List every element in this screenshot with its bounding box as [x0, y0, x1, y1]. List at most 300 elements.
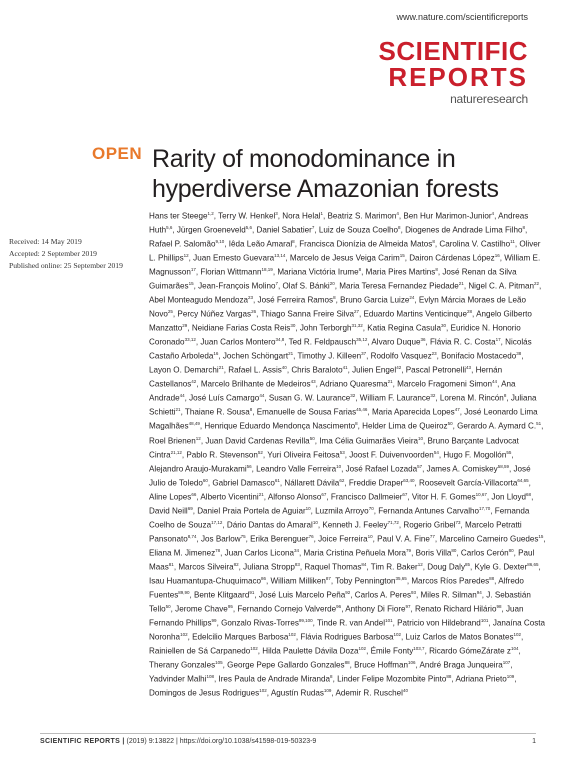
author-name[interactable]: Toby Pennington — [335, 576, 396, 586]
author-affiliation-sup: 67 — [402, 491, 408, 497]
author-name[interactable]: Fernando Cornejo Valverde — [237, 604, 337, 614]
author-name[interactable]: Carolina V. Castilho — [439, 239, 511, 249]
author-affiliation-sup: 21 — [258, 491, 264, 497]
author-affiliation-sup: 21 — [218, 365, 224, 371]
author-affiliation-sup: 1 — [320, 211, 324, 216]
author-affiliation-sup: 76 — [308, 533, 314, 539]
author-name[interactable]: Paul Maas — [149, 548, 535, 572]
author-affiliation-sup: 33,12 — [184, 337, 196, 343]
author-name[interactable]: Yadvinder Malhi — [149, 674, 207, 684]
author-affiliation-sup: 44 — [259, 393, 265, 399]
author-name[interactable]: Raquel Thomas — [304, 562, 362, 572]
author-name[interactable]: Maria Pires Martins — [365, 267, 436, 277]
author-name[interactable]: Juliana Stropp — [243, 562, 295, 572]
author-affiliation-sup: 77 — [429, 533, 435, 539]
author-name[interactable]: Bonifacio Mostacedo — [441, 352, 517, 361]
author-affiliation-sup: 60 — [202, 477, 208, 483]
author-name[interactable]: Rodolfo Vasquez — [370, 352, 432, 361]
author-affiliation-sup: 8 — [358, 267, 362, 273]
author-affiliation-sup: 97 — [405, 603, 411, 609]
author-affiliation-sup: 78 — [215, 547, 221, 553]
author-affiliation-sup: 32 — [430, 393, 436, 399]
author-affiliation-sup: 24 — [409, 295, 415, 301]
author-name[interactable]: Maria Aparecida Lopes — [371, 408, 455, 418]
author-affiliation-sup: 62 — [339, 477, 345, 483]
author-name[interactable]: Roel Brienen — [149, 436, 196, 446]
author-name[interactable]: Timothy J. Killeen — [297, 352, 362, 361]
author-affiliation-sup: 34 — [293, 547, 299, 553]
author-name[interactable]: Jerome Chave — [175, 604, 228, 614]
author-name[interactable]: Alfonso Alonso — [267, 492, 322, 502]
author-affiliation-sup: 12 — [417, 561, 423, 567]
author-name[interactable]: Henrique Eduardo Mendonça Nascimento — [204, 422, 356, 432]
author-affiliation-sup: 86,65 — [527, 561, 539, 567]
author-name[interactable]: Marcelo Fragomeni Simon — [397, 380, 493, 390]
author-affiliation-sup: 47 — [454, 407, 460, 413]
author-name[interactable]: Erika Berenguer — [250, 534, 309, 544]
author-affiliation-sup: 99 — [211, 617, 217, 623]
author-affiliation-sup: 10 — [312, 519, 318, 525]
published-date: Published online: 25 September 2019 — [9, 261, 123, 270]
author-affiliation-sup: 71,72 — [387, 519, 399, 525]
author-name[interactable]: Lorena M. Rincón — [439, 394, 504, 404]
author-affiliation-sup: 103,7 — [413, 645, 425, 651]
author-affiliation-sup: 43 — [466, 365, 472, 371]
author-affiliation-sup: 8 — [398, 225, 401, 231]
author-name[interactable]: Hugo F. Mogollón — [443, 450, 507, 460]
author-affiliation-sup: 15 — [188, 281, 194, 287]
author-name[interactable]: Janaína Costa Noronha — [149, 618, 546, 642]
author-name[interactable]: David Neill — [149, 506, 188, 516]
author-affiliation-sup: 15 — [538, 533, 544, 539]
author-name[interactable]: Daniel Sabatier — [256, 225, 312, 235]
author-affiliation-sup: 17 — [495, 337, 501, 343]
author-name[interactable]: William F. Laurance — [359, 394, 431, 404]
author-affiliation-sup: 69 — [187, 505, 193, 511]
author-affiliation-sup: 21 — [387, 379, 393, 385]
author-name[interactable]: Dário Dantas do Amaral — [226, 520, 313, 530]
author-name[interactable]: Juan Fernando Phillips — [149, 604, 524, 628]
author-name[interactable]: William Milliken — [270, 576, 326, 586]
author-affiliation-sup: 51 — [536, 421, 542, 427]
author-name[interactable]: Marcos Silveira — [178, 562, 234, 572]
author-affiliation-sup: 50 — [165, 603, 171, 609]
author-name[interactable]: Joice Ferreira — [318, 534, 368, 544]
author-name[interactable]: Flávia Rodrigues Barbosa — [300, 632, 394, 642]
author-name[interactable]: José Ferreira Ramos — [257, 295, 334, 305]
author-affiliation-sup: 53 — [339, 449, 345, 455]
author-name[interactable]: Hernán Castellanos — [149, 366, 503, 390]
author-name[interactable]: Luiz Carlos de Matos Bonates — [405, 632, 514, 642]
author-name[interactable]: Roosevelt García-Villacorta — [419, 478, 518, 488]
author-affiliation-sup: 23 — [431, 351, 437, 357]
author-affiliation-sup: 88 — [489, 575, 495, 581]
author-affiliation-sup: 10 — [367, 533, 373, 539]
author-name[interactable]: Ted R. Feldpausch — [288, 337, 357, 347]
author-affiliation-sup: 36 — [420, 337, 426, 343]
author-affiliation-sup: 80 — [451, 547, 457, 553]
author-affiliation-sup: 57 — [417, 463, 423, 469]
author-name[interactable]: Alejandro Araujo-Murakami — [149, 464, 247, 474]
author-name[interactable]: Rafael L. Assis — [228, 366, 282, 376]
author-affiliation-sup: 5,6 — [245, 225, 252, 231]
author-name[interactable]: Tinde R. van Andel — [317, 618, 386, 628]
author-affiliation-sup: 102 — [180, 631, 188, 637]
author-name[interactable]: Marcos Ríos Paredes — [411, 576, 490, 586]
author-affiliation-sup: 50 — [309, 435, 315, 441]
author-name[interactable]: Flávia R. C. Costa — [429, 337, 496, 347]
author-name[interactable]: Yuri Oliveira Feitosa — [267, 450, 340, 460]
author-affiliation-sup: 7 — [275, 281, 278, 287]
author-affiliation-sup: 4 — [491, 211, 495, 216]
author-name[interactable]: Jochen Schöngart — [222, 352, 289, 361]
author-name[interactable]: Vitor H. F. Gomes — [411, 492, 476, 502]
author-name[interactable]: Kenneth J. Feeley — [322, 520, 388, 530]
author-name[interactable]: Helder Lima de Queiroz — [362, 422, 448, 432]
author-affiliation-sup: 31,32 — [351, 323, 363, 329]
author-name[interactable]: Ricardo GómeZárate z — [429, 646, 511, 656]
author-affiliation-sup: 9,10 — [215, 239, 225, 245]
author-name[interactable]: Pablo R. Stevenson — [186, 450, 258, 460]
page-number: 1 — [532, 738, 536, 745]
author-name[interactable]: Iêda Leão Amaral — [228, 239, 293, 249]
author-affiliation-sup: 8 — [249, 407, 253, 413]
author-name[interactable]: Carlos Cerón — [460, 548, 509, 558]
author-name[interactable]: Jon Lloyd — [491, 492, 527, 502]
author-name[interactable]: Rafael P. Salomão — [149, 239, 216, 249]
author-name[interactable]: Maria Cristina Peñuela Mora — [303, 548, 407, 558]
author-name[interactable]: Katia Regina Casula — [367, 323, 442, 333]
author-name[interactable]: Hans ter Steege — [149, 211, 208, 221]
author-name[interactable]: Leandro Valle Ferreira — [256, 464, 337, 474]
author-affiliation-sup: 102 — [288, 631, 296, 637]
author-name[interactable]: Juan Carlos Montero — [200, 337, 276, 347]
author-name[interactable]: Abel Monteagudo Mendoza — [149, 295, 248, 305]
author-affiliation-sup: 54 — [433, 449, 439, 455]
author-name[interactable]: Bruce Hoffman — [354, 660, 408, 670]
author-name[interactable]: Alberto Vicentini — [200, 492, 259, 502]
author-name[interactable]: José Leonardo Lima Magalhães — [149, 408, 538, 432]
author-affiliation-sup: 102 — [259, 688, 267, 694]
author-affiliation-sup: 64,65 — [517, 477, 529, 483]
author-affiliation-sup: 3 — [275, 211, 278, 216]
footer-journal: SCIENTIFIC REPORTS | — [40, 738, 125, 745]
author-affiliation-sup: 88 — [344, 660, 350, 665]
author-affiliation-sup: 56 — [246, 463, 252, 469]
author-name[interactable]: J. Sebastián Tello — [149, 590, 531, 614]
author-affiliation-sup: 45,46 — [356, 407, 368, 413]
author-name[interactable]: Ires Paula de Andrade Miranda — [218, 674, 331, 684]
author-affiliation-sup: 101 — [480, 617, 489, 623]
author-affiliation-sup: 4 — [396, 211, 399, 216]
author-name[interactable]: Therany Gonzales — [149, 660, 216, 670]
author-affiliation-sup: 37 — [361, 351, 367, 357]
author-affiliation-sup: 102 — [393, 631, 402, 637]
author-affiliation-sup: 10 — [305, 505, 311, 511]
author-name[interactable]: André Braga Junqueira — [419, 660, 503, 670]
author-name[interactable]: Percy Núñez Vargas — [177, 309, 252, 319]
author-affiliation-sup: 38 — [516, 351, 522, 357]
article-dates — [9, 236, 149, 272]
author-affiliation-sup: 82 — [233, 561, 239, 567]
author-name[interactable]: José Luís Camargo — [189, 394, 260, 404]
author-name[interactable]: Jürgen Groeneveld — [176, 225, 246, 235]
brand-line-2: REPORTS — [388, 62, 528, 92]
author-name[interactable]: Beatriz S. Marimon — [327, 211, 397, 221]
author-affiliation-sup: 50 — [447, 421, 453, 427]
author-name[interactable]: Bruno Barçante Ladvocat Cintra — [149, 436, 519, 460]
author-affiliation-sup: 101 — [385, 617, 393, 623]
author-name[interactable]: Bente Klitgaard — [194, 590, 250, 600]
author-name[interactable]: Chris Baraloto — [291, 366, 343, 376]
author-name[interactable]: Oliver L. Phillips — [149, 239, 541, 263]
author-name[interactable]: Gonzalo Rivas-Torres — [221, 618, 299, 628]
author-affiliation-sup: 79 — [406, 547, 412, 553]
author-name[interactable]: Renato Richard Hilário — [415, 604, 497, 614]
author-name[interactable]: Layon O. Demarchi — [149, 366, 219, 376]
author-affiliation-sup: 83 — [294, 561, 300, 567]
author-name[interactable]: Gerardo A. Aymard C. — [457, 422, 537, 432]
author-affiliation-sup: 28 — [467, 309, 473, 315]
author-affiliation-sup: 48,49 — [188, 421, 200, 427]
author-affiliation-sup: 12 — [183, 253, 189, 259]
author-name[interactable]: Fernanda Coelho de Souza — [149, 506, 530, 530]
author-name[interactable]: George Pepe Gallardo Gonzales — [227, 660, 345, 670]
author-name[interactable]: Rainiellen de Sá Carpanedo — [149, 646, 251, 656]
author-affiliation-sup: 8 — [333, 295, 336, 301]
author-affiliation-sup: 8 — [330, 674, 333, 680]
author-affiliation-sup: 80 — [508, 547, 514, 553]
footer-citation[interactable]: (2019) 9:13822 | https://doi.org/10.1038/s41598-019-50323-9 — [126, 738, 317, 745]
author-name[interactable]: Edelcilio Marques Barbosa — [192, 632, 289, 642]
author-affiliation-sup: 84 — [361, 561, 367, 567]
author-name[interactable]: Eliana M. Jimenez — [149, 548, 216, 558]
author-name[interactable]: Isau Huamantupa-Chuquimaco — [149, 576, 262, 586]
author-name[interactable]: Maria Teresa Fernandez Piedade — [339, 281, 459, 291]
author-name[interactable]: Domingos de Jesus Rodrigues — [149, 688, 260, 698]
author-name[interactable]: Daniel Praia Portela de Aguiar — [197, 506, 306, 516]
author-name[interactable]: Alvaro Duque — [371, 337, 421, 347]
author-list: Hans ter Steege$^{1,2}$, Terry W. Henkel$^3$, Nora Helal$^1$, Beatriz S. Marimon$^4$, Ben Hur Marimon-Junior$^4$, Andreas Huth$^{5,6}$, Jürgen Groeneveld$^{5,6}$, Daniel Sabatier$^7$, Luiz de Souza Coelho$^8$, Diogenes de Andrade Lima Filho$^8$, Rafael P. Salomão$^{9,10}$, Iêda Leão Amaral$^8$, Francisca Dionízia de Almeida Matos$^8$, Carolina V. Castilho$^{11}$, Oliver L. Phillips$^{12}$, Juan Ernesto Guevara$^{13,14}$, Marcelo de Jesus Veiga Carim$^{15}$, Dairon Cárdenas López$^{16}$, William E. Magnusson$^{17}$, Florian Wittmann$^{18,19}$, Mariana Victória Irume$^8$, Maria Pires Martins$^8$, José Renan da Silva Guimarães$^{15}$, Jean-François Molino$^7$, Olaf S. Bánki$^{20}$, Maria Teresa Fernandez Piedade$^{21}$, Nigel C. A. Pitman$^{22}$, Abel Monteagudo Mendoza$^{23}$, José Ferreira Ramos$^8$, Bruno Garcia Luize$^{24}$, Evlyn Márcia Moraes de Leão Novo$^{25}$, Percy Núñez Vargas$^{26}$, Thiago Sanna Freire Silva$^{27}$, Eduardo Martins Venticinque$^{28}$, Angelo Gilberto Manzatto$^{29}$, Neidiane Farias Costa Reis$^{30}$, John Terborgh$^{31,32}$, Katia Regina Casula$^{30}$, Euridice N. Honorio Coronado$^{33,12}$, Juan Carlos Montero$^{34,8}$, Ted R. Feldpausch$^{35,12}$, Alvaro Duque$^{36}$, Flávia R. C. Costa$^{17}$, Nicolás Castaño Arboleda$^{16}$, Jochen Schöngart$^{21}$, Timothy J. Killeen$^{37}$, Rodolfo Vasquez$^{23}$, Bonifacio Mostacedo$^{38}$, Layon O. Demarchi$^{21}$, Rafael L. Assis$^{40}$, Chris Baraloto$^{41}$, Julien Engel$^{42}$, Pascal Petronelli$^{43}$, Hernán Castellanos$^{42}$, Marcelo Brilhante de Medeiros$^{43}$, Adriano Quaresma$^{21}$, Marcelo Fragomeni Simon$^{44}$, Ana Andrade$^{44}$, José Luís Camargo$^{44}$, Susan G. W. Laurance$^{32}$, William F. Laurance$^{32}$, Lorena M. Rincón$^8$, Juliana Schietti$^{21}$, Thaiane R. Sousa$^8$, Emanuelle de Sousa Farias$^{45,46}$, Maria Aparecida Lopes$^{47}$, José Leonardo Lima Magalhães$^{48,49}$, Henrique Eduardo Mendonça Nascimento$^8$, Helder Lima de Queiroz$^{50}$, Gerardo A. Aymard C.$^{51}$, Roel Brienen$^{12}$, Juan David Cardenas Revilla$^{50}$, Ima Célia Guimarães Vieira$^{10}$, Bruno Barçante Ladvocat Cintra$^{21,12}$, Pablo R. Stevenson$^{52}$, Yuri Oliveira Feitosa$^{53}$, Joost F. Duivenvoorden$^{54}$, Hugo F. Mogollón$^{55}$, Alejandro Araujo-Murakami$^{56}$, Leandro Valle Ferreira$^{10}$, José Rafael Lozada$^{57}$, James A. Comiskey$^{58,59}$, José Julio de Toledo$^{60}$, Gabriel Damasco$^{61}$, Nállarett Dávila$^{62}$, Freddie Draper$^{63,40}$, Roosevelt García-Villacorta$^{64,65}$, Aline Lopes$^{66}$, Alberto Vicentini$^{21}$, Alfonso Alonso$^{67}$, Francisco Dallmeier$^{67}$, Vitor H. F. Gomes$^{10,67}$, Jon Lloyd$^{68}$, David Neill$^{69}$, Daniel Praia Portela de Aguiar$^{10}$, Luzmila Arroyo$^{70}$, Fernanda Antunes Carvalho$^{17,70}$, Fernanda Coelho de Souza$^{17,12}$, Dário Dantas do Amaral$^{10}$, Kenneth J. Feeley$^{71,72}$, Rogerio Gribel$^{73}$, Marcelo Petratti Pansonato$^{8,74}$, Jos Barlow$^{75}$, Erika Berenguer$^{76}$, Joice Ferreira$^{10}$, Paul V. A. Fine$^{77}$, Marcelino Carneiro Guedes$^{15}$, Eliana M. Jimenez$^{78}$, Juan Carlos Licona$^{34}$, Maria Cristina Peñuela Mora$^{79}$, Boris Villa$^{80}$, Carlos Cerón$^{80}$, Paul Maas$^{81}$, Marcos Silveira$^{82}$, Juliana Stropp$^{83}$, Raquel Thomas$^{84}$, Tim R. Baker$^{12}$, Doug Daly$^{85}$, Kyle G. Dexter$^{86,65}$, Isau Huamantupa-Chuquimaco$^{86}$, William Milliken$^{87}$, Toby Pennington$^{35,65}$, Marcos Ríos Paredes$^{88}$, Alfredo Fuentes$^{89,90}$, Bente Klitgaard$^{91}$, José Luis Marcelo Peña$^{92}$, Carlos A. Peres$^{93}$, Miles R. Silman$^{94}$, J. Sebastián Tello$^{50}$, Jerome Chave$^{95}$, Fernando Cornejo Valverde$^{96}$, Anthony Di Fiore$^{97}$, Renato Richard Hilário$^{98}$, Juan Fernando Phillips$^{99}$, Gonzalo Rivas-Torres$^{99,100}$, Tinde R. van Andel$^{101}$, Patricio von Hildebrand$^{101}$, Janaína Costa Noronha$^{102}$, Edelcilio Marques Barbosa$^{102}$, Flávia Rodrigues Barbosa$^{102}$, Luiz Carlos de Matos Bonates$^{102}$, Rainiellen de Sá Carpanedo$^{102}$, Hilda Paulette Dávila Doza$^{102}$, Émile Fonty$^{103,7}$, Ricardo GómeZárate $z^{104}$, Therany Gonzales$^{105}$, George Pepe Gallardo Gonzales$^{88}$, Bruce Hoffman$^{106}$, André Braga Junqueira$^{107}$, Yadvinder Malhi$^{108}$, Ires Paula de Andrade Miranda$^8$, Linder Felipe Mozombite Pinto$^{88}$, Adriana Prieto$^{109}$, Domingos de Jesus Rodrigues$^{102}$, Agustín Rudas$^{109}$, Ademir R. Ruschel$^{40}$ — [149, 211, 546, 698]
author-affiliation-sup: 95 — [227, 603, 233, 609]
author-affiliation-sup: 107 — [502, 660, 511, 665]
author-affiliation-sup: 17,12 — [211, 519, 223, 525]
author-name[interactable]: Nigel C. A. Pitman — [468, 281, 534, 291]
author-name[interactable]: Francisco Dallmeier — [330, 492, 403, 502]
author-affiliation-sup: 44 — [492, 379, 498, 385]
author-name[interactable]: Marcelino Carneiro Guedes — [439, 534, 539, 544]
author-affiliation-sup: 58,59 — [497, 463, 509, 469]
author-affiliation-sup: 5,6 — [166, 225, 173, 231]
author-name[interactable]: Eduardo Martins Venticinque — [363, 309, 468, 319]
author-affiliation-sup: 8 — [432, 239, 435, 245]
author-name[interactable]: Jos Barlow — [200, 534, 241, 544]
journal-url[interactable]: www.nature.com/scientificreports — [396, 12, 528, 22]
author-affiliation-sup: 42 — [191, 379, 197, 385]
author-name[interactable]: Marcelo Petratti Pansonato — [149, 520, 522, 544]
author-name[interactable]: Ben Hur Marimon-Junior — [403, 211, 492, 221]
author-name[interactable]: Tim R. Baker — [370, 562, 418, 572]
author-name[interactable]: James A. Comiskey — [426, 464, 498, 474]
author-name[interactable]: Emanuelle de Sousa Farias — [256, 408, 357, 418]
author-name[interactable]: Nállarett Dávila — [284, 478, 340, 488]
author-affiliation-sup: 16 — [494, 253, 500, 259]
author-affiliation-sup: 25 — [167, 309, 173, 315]
author-affiliation-sup: 99,100 — [298, 617, 313, 623]
author-name[interactable]: Ana Andrade — [149, 380, 516, 404]
author-name[interactable]: Freddie Draper — [348, 478, 404, 488]
author-name[interactable]: Thaiane R. Sousa — [184, 408, 250, 418]
open-access-label: OPEN — [92, 144, 143, 163]
author-name[interactable]: Florian Wittmann — [200, 267, 262, 277]
author-name[interactable]: William E. Magnusson — [149, 253, 541, 277]
author-affiliation-sup: 11 — [510, 239, 515, 245]
author-name[interactable]: Luzmila Arroyo — [315, 506, 369, 516]
author-affiliation-sup: 104 — [510, 645, 519, 651]
author-name[interactable]: Paul V. A. Fine — [377, 534, 430, 544]
author-name[interactable]: José Rafael Lozada — [345, 464, 418, 474]
author-name[interactable]: Fernanda Antunes Carvalho — [378, 506, 479, 516]
author-affiliation-sup: 43 — [310, 379, 316, 385]
author-name[interactable]: Luiz de Souza Coelho — [318, 225, 399, 235]
author-affiliation-sup: 93 — [411, 589, 417, 595]
author-name[interactable]: Jean-François Molino — [198, 281, 276, 291]
author-name[interactable]: Juan Carlos Licona — [224, 548, 294, 558]
author-name[interactable]: Olaf S. Bánki — [282, 281, 330, 291]
author-affiliation-sup: 18,19 — [261, 267, 273, 273]
author-name[interactable]: Thiago Sanna Freire Silva — [260, 309, 355, 319]
author-affiliation-sup: 105 — [215, 660, 223, 665]
author-affiliation-sup: 27 — [354, 309, 360, 315]
author-name[interactable]: Juan David Cardenas Revilla — [205, 436, 310, 446]
author-name[interactable]: Adriana Prieto — [455, 674, 507, 684]
author-name[interactable]: Pascal Petronelli — [405, 366, 467, 376]
author-affiliation-sup: 8 — [292, 239, 295, 245]
author-name[interactable]: Euridice N. Honorio Coronado — [149, 323, 521, 347]
author-affiliation-sup: 66 — [191, 491, 197, 497]
author-name[interactable]: Carlos A. Peres — [354, 590, 412, 600]
author-name[interactable]: José Luis Marcelo Peña — [258, 590, 346, 600]
author-name[interactable]: Boris Villa — [415, 548, 452, 558]
author-affiliation-sup: 21,12 — [170, 449, 182, 455]
author-affiliation-sup: 26 — [251, 309, 257, 315]
author-affiliation-sup: 86 — [261, 575, 267, 581]
author-affiliation-sup: 44 — [179, 393, 185, 399]
author-name[interactable]: Linder Felipe Mozombite Pinto — [337, 674, 447, 684]
author-affiliation-sup: 10,67 — [475, 491, 487, 497]
author-affiliation-sup: 35,12 — [356, 337, 368, 343]
author-affiliation-sup: 108 — [206, 674, 214, 680]
author-name[interactable]: José Renan da Silva Guimarães — [149, 267, 517, 291]
author-affiliation-sup: 92 — [345, 589, 351, 595]
author-affiliation-sup: 102 — [250, 645, 258, 651]
author-affiliation-sup: 91 — [249, 589, 255, 595]
author-affiliation-sup: 109 — [506, 674, 515, 680]
author-name[interactable]: Evlyn Márcia Moraes de Leão Novo — [149, 295, 526, 319]
author-name[interactable]: Bruno Garcia Luize — [340, 295, 410, 305]
author-name[interactable]: Doug Daly — [427, 562, 466, 572]
author-name[interactable]: Dairon Cárdenas López — [409, 253, 495, 263]
author-name[interactable]: Kyle G. Dexter — [474, 562, 528, 572]
author-name[interactable]: Andreas Huth — [149, 211, 529, 235]
author-name[interactable]: Neidiane Farias Costa Reis — [191, 323, 291, 333]
author-affiliation-sup: 20 — [329, 281, 335, 287]
accepted-date: Accepted: 2 September 2019 — [9, 249, 97, 258]
author-affiliation-sup: 40 — [402, 688, 408, 694]
author-name[interactable]: Gabriel Damasco — [212, 478, 275, 488]
author-name[interactable]: Hilda Paulette Dávila Doza — [262, 646, 359, 656]
author-name[interactable]: Terry W. Henkel — [218, 211, 276, 221]
author-name[interactable]: Nora Helal — [282, 211, 321, 221]
author-name[interactable]: Julien Engel — [352, 366, 397, 376]
author-name[interactable]: Alfredo Fuentes — [149, 576, 524, 600]
author-affiliation-sup: 10 — [336, 463, 342, 469]
author-affiliation-sup: 8,74 — [187, 533, 197, 539]
author-name[interactable]: Miles R. Silman — [420, 590, 477, 600]
author-affiliation-sup: 30 — [441, 323, 447, 329]
author-affiliation-sup: 13,14 — [274, 253, 286, 259]
article-title: Rarity of monodominance in hyperdiverse Amazonian forests — [152, 145, 499, 203]
author-name[interactable]: Mariana Victória Irume — [277, 267, 359, 277]
author-name[interactable]: Rogerio Gribel — [403, 520, 456, 530]
author-name[interactable]: Émile Fonty — [370, 646, 414, 656]
author-affiliation-sup: 17 — [190, 267, 196, 273]
author-affiliation-sup: 109 — [323, 688, 332, 694]
author-affiliation-sup: 32 — [350, 393, 356, 399]
author-name[interactable]: Marcelo de Jesus Veiga Carim — [289, 253, 400, 263]
author-affiliation-sup: 12 — [195, 435, 201, 441]
author-affiliation-sup: 30 — [290, 323, 296, 329]
author-affiliation-sup: 106 — [407, 660, 416, 665]
author-affiliation-sup: 52 — [257, 449, 263, 455]
author-affiliation-sup: 41 — [342, 365, 348, 371]
author-name[interactable]: Agustín Rudas — [270, 688, 324, 698]
author-affiliation-sup: 67 — [321, 491, 327, 497]
author-affiliation-sup: 61 — [274, 477, 280, 483]
author-affiliation-sup: 70 — [368, 505, 374, 511]
author-name[interactable]: Ademir R. Ruschel — [335, 688, 403, 698]
author-affiliation-sup: 68 — [526, 491, 532, 497]
author-name[interactable]: John Terborgh — [299, 323, 352, 333]
author-affiliation-sup: 8 — [435, 267, 438, 273]
author-name[interactable]: Ima Célia Guimarães Vieira — [319, 436, 419, 446]
author-name[interactable]: José Julio de Toledo — [149, 464, 531, 488]
author-affiliation-sup: 81 — [168, 561, 174, 567]
author-affiliation-sup: 88 — [446, 674, 452, 680]
author-name[interactable]: Joost F. Duivenvoorden — [349, 450, 434, 460]
author-name[interactable]: Diogenes de Andrade Lima Filho — [405, 225, 523, 235]
author-affiliation-sup: 87 — [325, 575, 331, 581]
author-name[interactable]: Aline Lopes — [149, 492, 192, 502]
author-affiliation-sup: 22 — [534, 281, 540, 287]
author-affiliation-sup: 29 — [182, 323, 188, 329]
author-name[interactable]: Anthony Di Fiore — [345, 604, 406, 614]
author-name[interactable]: Patricio von Hildebrand — [397, 618, 481, 628]
author-name[interactable]: Juliana Schietti — [149, 394, 537, 418]
author-affiliation-sup: 8 — [503, 393, 507, 399]
author-name[interactable]: Juan Ernesto Guevara — [193, 253, 275, 263]
author-name[interactable]: Francisca Dionízia de Almeida Matos — [299, 239, 433, 249]
author-name[interactable]: Adriano Quaresma — [319, 380, 388, 390]
author-name[interactable]: Marcelo Brilhante de Medeiros — [200, 380, 311, 390]
brand-subline: natureresearch — [450, 92, 528, 106]
author-name[interactable]: Susan G. W. Laurance — [268, 394, 351, 404]
author-name[interactable]: Angelo Gilberto Manzatto — [149, 309, 532, 333]
page-footer — [40, 733, 536, 745]
author-name[interactable]: Nicolás Castaño Arboleda — [149, 337, 532, 361]
author-affiliation-sup: 1,2 — [207, 211, 214, 216]
author-affiliation-sup: 85 — [465, 561, 471, 567]
